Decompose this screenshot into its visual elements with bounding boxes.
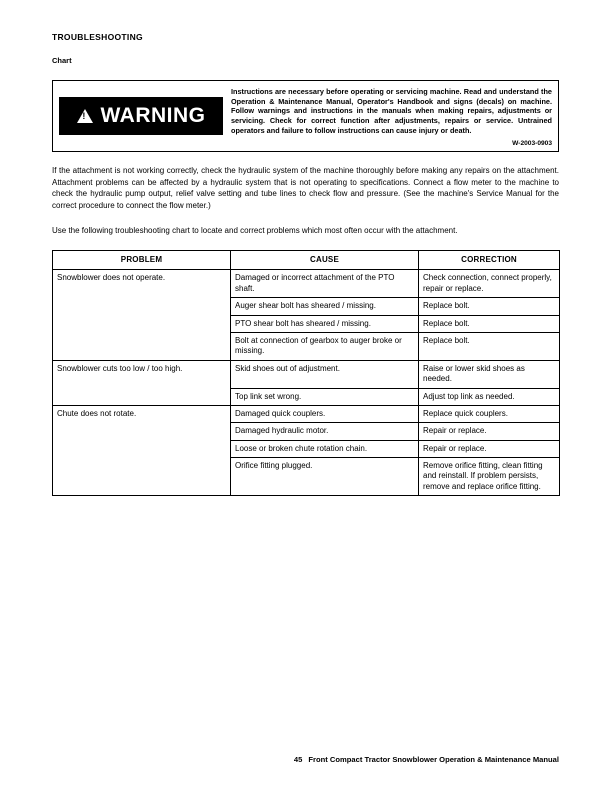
cell-problem: Chute does not rotate. xyxy=(53,405,231,495)
warning-text: Instructions are necessary before operating or servicing machine. Read and understand the Operation & Maintenance Manual, Operator's Handbook and signs (decals) on machine. Follow warnings and instructions in the manuals when making repairs, adjustments or servicing. Check for correct function after adjustments, repairs or service. Untrained operators and failure to follow instructions can cause injury or death. xyxy=(231,87,552,135)
cell-problem: Snowblower cuts too low / too high. xyxy=(53,360,231,405)
cell-correction: Repair or replace. xyxy=(419,440,560,457)
cell-cause: Loose or broken chute rotation chain. xyxy=(231,440,419,457)
column-header-problem: PROBLEM xyxy=(53,251,231,270)
warning-code: W-2003-0903 xyxy=(512,140,552,148)
cell-cause: PTO shear bolt has sheared / missing. xyxy=(231,315,419,332)
page-number: 45 xyxy=(293,755,303,764)
cell-correction: Replace bolt. xyxy=(419,332,560,360)
table-row xyxy=(53,360,560,388)
cell-cause: Top link set wrong. xyxy=(231,388,419,405)
cell-cause: Bolt at connection of gearbox to auger broke or missing. xyxy=(231,332,419,360)
cell-cause: Auger shear bolt has sheared / missing. xyxy=(231,298,419,315)
warning-banner xyxy=(59,97,223,135)
warning-content xyxy=(223,81,558,151)
page-subtitle: Chart xyxy=(52,56,72,65)
body-paragraph-1: If the attachment is not working correctly, check the hydraulic system of the machine thoroughly before making any repairs on the attachment. Attachment problems can be affected by a hydraulic system that is not operating to specifications. Connect a flow meter to the machine to check the hydraulic pump output, relief valve setting and tube lines to check flow and pressure. (See the machine's Service Manual for the correct procedure to connect the flow meter.) xyxy=(52,166,559,210)
table-header-row xyxy=(53,251,560,270)
warning-triangle-icon xyxy=(77,109,93,123)
page-title: TROUBLESHOOTING xyxy=(52,32,143,42)
cell-correction: Raise or lower skid shoes as needed. xyxy=(419,360,560,388)
table-body xyxy=(53,270,560,496)
troubleshooting-table xyxy=(52,250,560,496)
cell-correction: Adjust top link as needed. xyxy=(419,388,560,405)
cell-cause: Damaged quick couplers. xyxy=(231,405,419,422)
cell-correction: Replace bolt. xyxy=(419,298,560,315)
column-header-cause: CAUSE xyxy=(231,251,419,270)
cell-cause: Damaged hydraulic motor. xyxy=(231,423,419,440)
cell-correction: Replace bolt. xyxy=(419,315,560,332)
table-row xyxy=(53,405,560,422)
cell-cause: Orifice fitting plugged. xyxy=(231,458,419,496)
cell-correction: Remove orifice fitting, clean fitting and reinstall. If problem persists, remove and replace orifice fitting. xyxy=(419,458,560,496)
cell-problem: Snowblower does not operate. xyxy=(53,270,231,360)
page-footer xyxy=(294,755,559,764)
cell-cause: Skid shoes out of adjustment. xyxy=(231,360,419,388)
cell-cause: Damaged or incorrect attachment of the PTO shaft. xyxy=(231,270,419,298)
warning-box xyxy=(52,80,559,152)
cell-correction: Replace quick couplers. xyxy=(419,405,560,422)
cell-correction: Repair or replace. xyxy=(419,423,560,440)
manual-title: Front Compact Tractor Snowblower Operation & Maintenance Manual xyxy=(308,755,559,764)
cell-correction: Check connection, connect properly, repair or replace. xyxy=(419,270,560,298)
table-row xyxy=(53,270,560,298)
warning-label: WARNING xyxy=(100,104,206,128)
body-paragraph-2: Use the following troubleshooting chart to locate and correct problems which most often occur with the attachment. xyxy=(52,226,458,235)
column-header-correction: CORRECTION xyxy=(419,251,560,270)
